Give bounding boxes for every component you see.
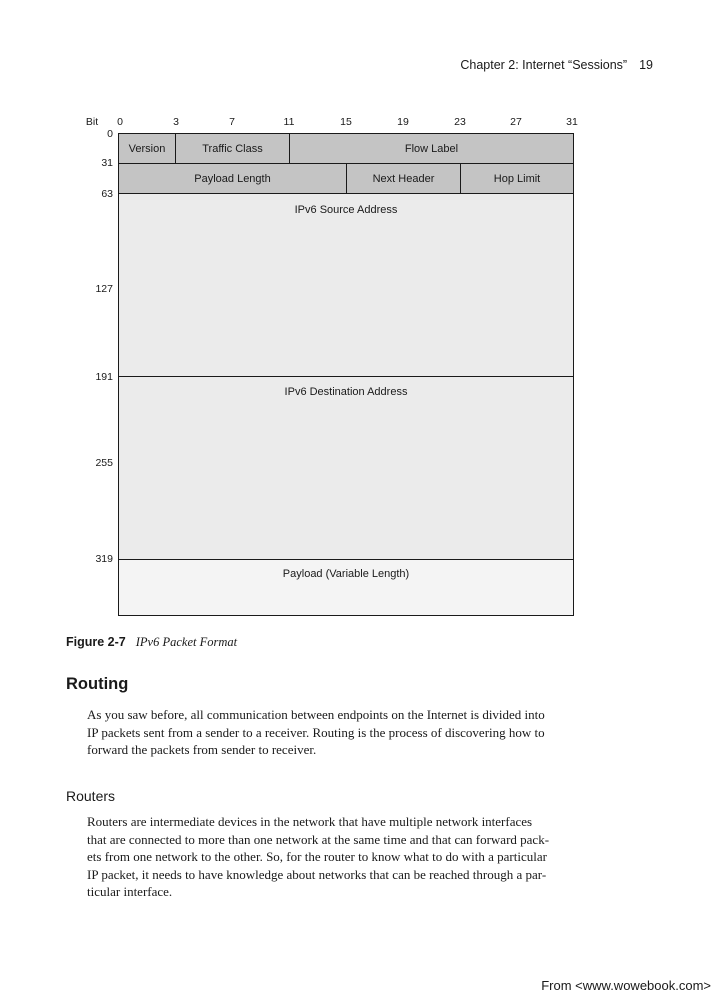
bit-tick: 27 — [510, 116, 522, 128]
paragraph-line: IP packets sent from a sender to a receiver. Routing is the process of discovering how to — [87, 724, 545, 740]
bit-tick: 23 — [454, 116, 466, 128]
flow-label-field — [289, 133, 574, 164]
paragraph-line: Routers are intermediate devices in the network that have multiple network interfaces — [87, 814, 533, 829]
next-header-label: Next Header — [372, 173, 435, 185]
bit-tick: 19 — [397, 116, 409, 128]
bit-tick: 15 — [340, 116, 352, 128]
routers-paragraph — [87, 813, 612, 901]
destination-address-field — [118, 376, 574, 560]
row-label: 127 — [95, 283, 113, 295]
row-label: 191 — [95, 371, 113, 383]
traffic-class-field — [175, 133, 290, 164]
row-label: 319 — [95, 553, 113, 565]
payload-length-label: Payload Length — [194, 173, 271, 185]
row-label: 255 — [95, 457, 113, 469]
flow-label-label: Flow Label — [404, 143, 459, 155]
figure-caption — [66, 635, 237, 650]
paragraph-line: ticular interface. — [87, 884, 173, 899]
section-heading-routers: Routers — [66, 788, 116, 804]
payload-field — [118, 559, 574, 616]
source-address-field — [118, 193, 574, 377]
figure-title: IPv6 Packet Format — [135, 635, 238, 649]
traffic-class-label: Traffic Class — [202, 143, 263, 155]
row-label: 31 — [101, 157, 113, 169]
version-label: Version — [128, 143, 166, 155]
source-credit: From <www.wowebook.com> — [541, 978, 711, 993]
paragraph-line: As you saw before, all communication between endpoints on the Internet is divided into — [87, 707, 545, 722]
bit-tick: 11 — [283, 116, 295, 128]
hop-limit-label: Hop Limit — [493, 173, 541, 185]
bit-tick: 3 — [173, 116, 179, 128]
paragraph-line: IP packet, it needs to have knowledge about networks that can be reached through a par- — [87, 866, 547, 882]
page-number: 19 — [639, 58, 653, 72]
version-field — [118, 133, 176, 164]
payload-label: Payload (Variable Length) — [282, 568, 410, 580]
hop-limit-field — [460, 163, 574, 194]
routing-paragraph — [87, 706, 612, 759]
figure-number: Figure 2-7 — [66, 635, 126, 649]
bit-tick: 0 — [117, 116, 123, 128]
chapter-title: Chapter 2: Internet “Sessions” — [460, 58, 628, 72]
paragraph-line: that are connected to more than one network at the same time and that can forward pack- — [87, 831, 550, 847]
payload-length-field — [118, 163, 347, 194]
next-header-field — [346, 163, 461, 194]
section-heading-routing: Routing — [66, 675, 129, 693]
destination-address-label: IPv6 Destination Address — [284, 386, 408, 398]
paragraph-line: ets from one network to the other. So, for the router to know what to do with a particular — [87, 849, 547, 864]
bit-tick: 31 — [566, 116, 578, 128]
paragraph-line: forward the packets from sender to receiver. — [87, 742, 317, 757]
source-address-label: IPv6 Source Address — [294, 204, 398, 216]
row-label: 0 — [107, 128, 113, 140]
bit-axis-label: Bit — [85, 116, 99, 128]
bit-tick: 7 — [229, 116, 235, 128]
row-label: 63 — [101, 188, 113, 200]
